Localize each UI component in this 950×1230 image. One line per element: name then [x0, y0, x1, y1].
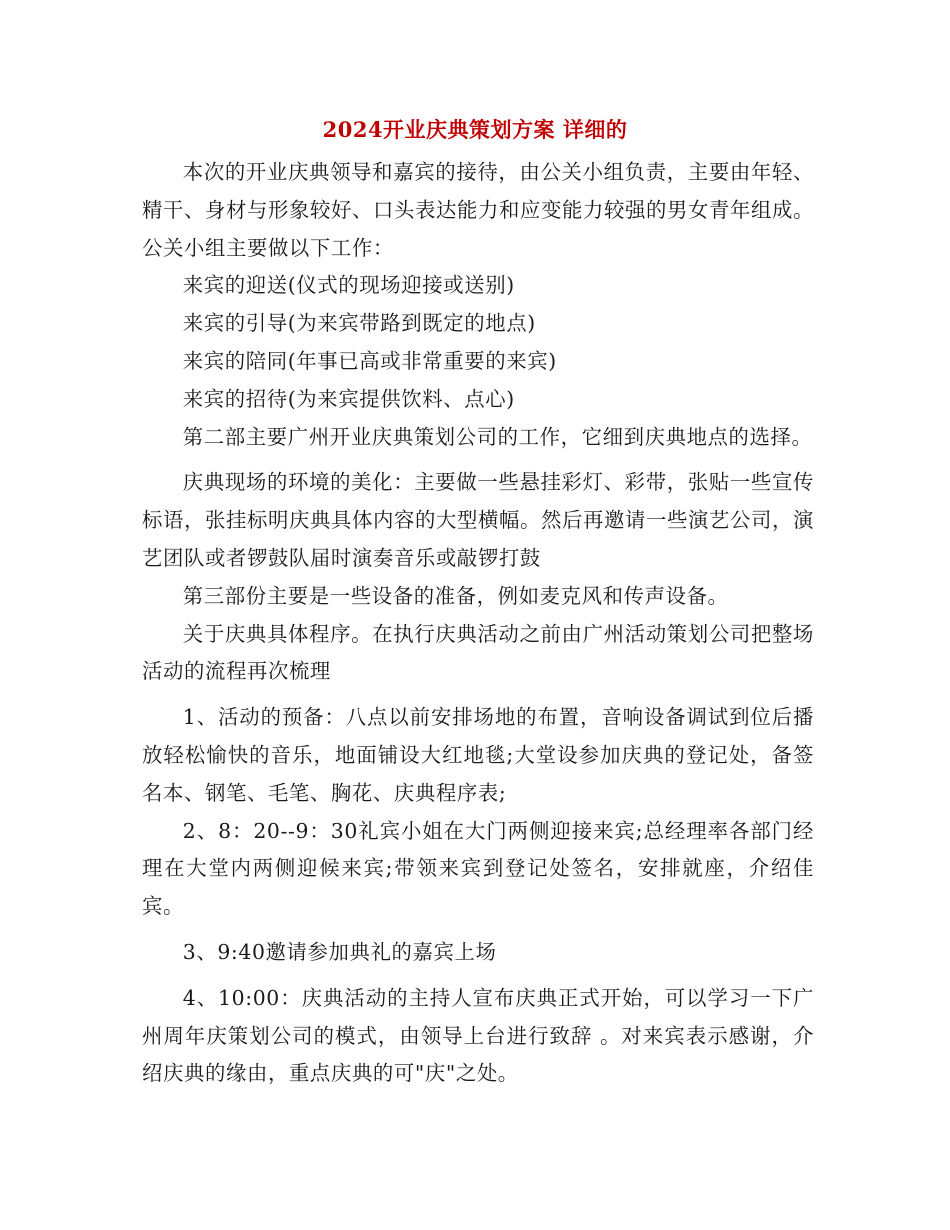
paragraph-procedure: 关于庆典具体程序。在执行庆典活动之前由广州活动策划公司把整场活动的流程再次梳理 [142, 621, 814, 684]
paragraph-step-4: 4、10:00：庆典活动的主持人宣布庆典正式开始，可以学习一下广州周年庆策划公司的模式，由领导上台进行致辞 。对来宾表示感谢，介绍庆典的缘由，重点庆典的可"庆"之处。 [142, 985, 814, 1086]
paragraph-reception-intro: 本次的开业庆典领导和嘉宾的接待，由公关小组负责，主要由年轻、精干、身材与形象较好、口头表达能力和应变能力较强的男女青年组成。公关小组主要做以下工作： [142, 160, 814, 260]
list-item-accompanying: 来宾的陪同(年事已高或非常重要的来宾) [182, 348, 557, 373]
list-item-guiding: 来宾的引导(为来宾带路到既定的地点) [182, 311, 536, 336]
paragraph-part-two: 第二部主要广州开业庆典策划公司的工作，它细到庆典地点的选择。 [182, 424, 813, 449]
document-body [142, 154, 814, 1093]
paragraph-step-1: 1、活动的预备：八点以前安排场地的布置，音响设备调试到位后播放轻松愉快的音乐，地面铺设大红地毯;大堂设参加庆典的登记处，备签名本、钢笔、毛笔、胸花、庆典程序表; [142, 705, 814, 805]
list-item-hospitality: 来宾的招待(为来宾提供饮料、点心) [182, 386, 515, 411]
paragraph-part-three: 第三部份主要是一些设备的准备，例如麦克风和传声设备。 [182, 583, 729, 608]
list-item-greeting: 来宾的迎送(仪式的现场迎接或送别) [182, 273, 515, 298]
paragraph-step-3: 3、9:40邀请参加典礼的嘉宾上场 [182, 939, 497, 964]
document-title: 2024开业庆典策划方案 详细的 [322, 117, 628, 142]
paragraph-venue-decoration: 庆典现场的环境的美化：主要做一些悬挂彩灯、彩带，张贴一些宣传标语，张挂标明庆典具体内容的大型横幅。然后再邀请一些演艺公司，演艺团队或者锣鼓队届时演奏音乐或敲锣打鼓 [142, 470, 814, 570]
paragraph-step-2: 2、8：20--9：30礼宾小姐在大门两侧迎接来宾;总经理率各部门经理在大堂内两侧迎候来宾;带领来宾到登记处签名，安排就座，介绍佳宾。 [142, 818, 814, 919]
